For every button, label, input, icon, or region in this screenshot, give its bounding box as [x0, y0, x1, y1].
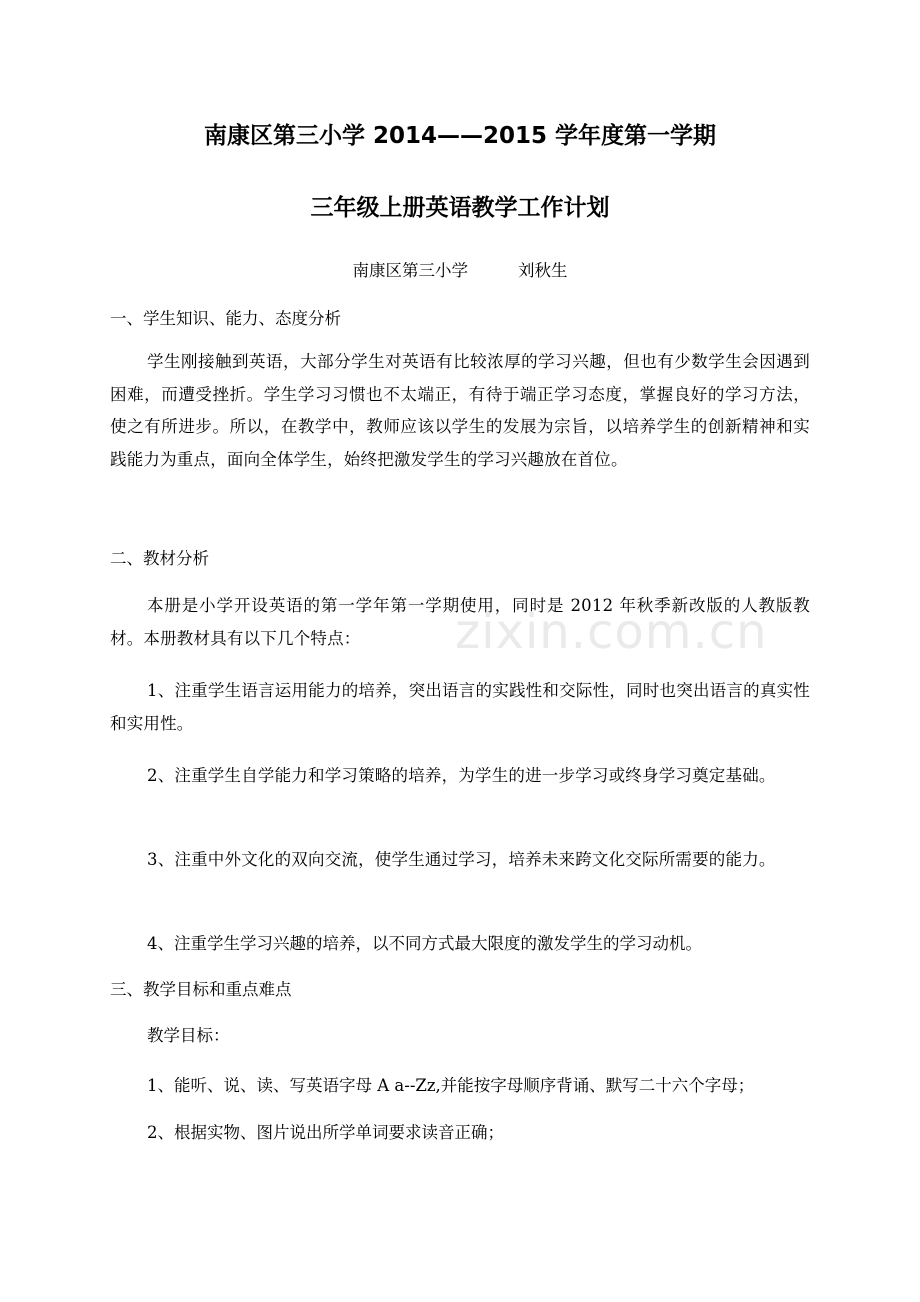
section1-paragraph: 学生刚接触到英语，大部分学生对英语有比较浓厚的学习兴趣，但也有少数学生会因遇到困难，而遭受挫折。学生学习习惯也不太端正，有待于端正学习态度，掌握良好的学习方法，使之有所进步。所以，在教学中，教师应该以学生的发展为宗旨，以培养学生的创新精神和实践能力为重点，面向全体学生，始终把激发学生的学习兴趣放在首位。	[110, 352, 810, 469]
section3-goals-label: 教学目标：	[147, 1026, 230, 1045]
section1-heading: 一、学生知识、能力、态度分析	[110, 309, 341, 328]
author-school: 南康区第三小学	[352, 261, 468, 280]
author-name: 刘秋生	[518, 261, 568, 280]
section2-intro: 本册是小学开设英语的第一学年第一学期使用，同时是 2012 年秋季新改版的人教版教材。本册教材具有以下几个特点：	[110, 596, 810, 648]
author-line	[0, 258, 920, 284]
section2-point2: 2、注重学生自学能力和学习策略的培养，为学生的进一步学习或终身学习奠定基础。	[147, 766, 776, 785]
document-title-line1: 南康区第三小学 2014——2015 学年度第一学期	[203, 123, 717, 149]
watermark-text: zixin.com.cn	[455, 604, 768, 660]
section2-point3: 3、注重中外文化的双向交流，使学生通过学习，培养未来跨文化交际所需要的能力。	[147, 850, 776, 869]
document-title-line2: 三年级上册英语教学工作计划	[310, 195, 610, 221]
section3-heading: 三、教学目标和重点难点	[110, 980, 292, 999]
section3-goal2: 2、根据实物、图片说出所学单词要求读音正确；	[147, 1123, 504, 1142]
section2-heading: 二、教材分析	[110, 549, 209, 568]
section2-point4: 4、注重学生学习兴趣的培养，以不同方式最大限度的激发学生的学习动机。	[147, 934, 702, 953]
section3-goal1: 1、能听、说、读、写英语字母 A a--Zz,并能按字母顺序背诵、默写二十六个字母；	[147, 1076, 755, 1095]
section2-point1: 1、注重学生语言运用能力的培养，突出语言的实践性和交际性，同时也突出语言的真实性和实用性。	[110, 681, 810, 733]
